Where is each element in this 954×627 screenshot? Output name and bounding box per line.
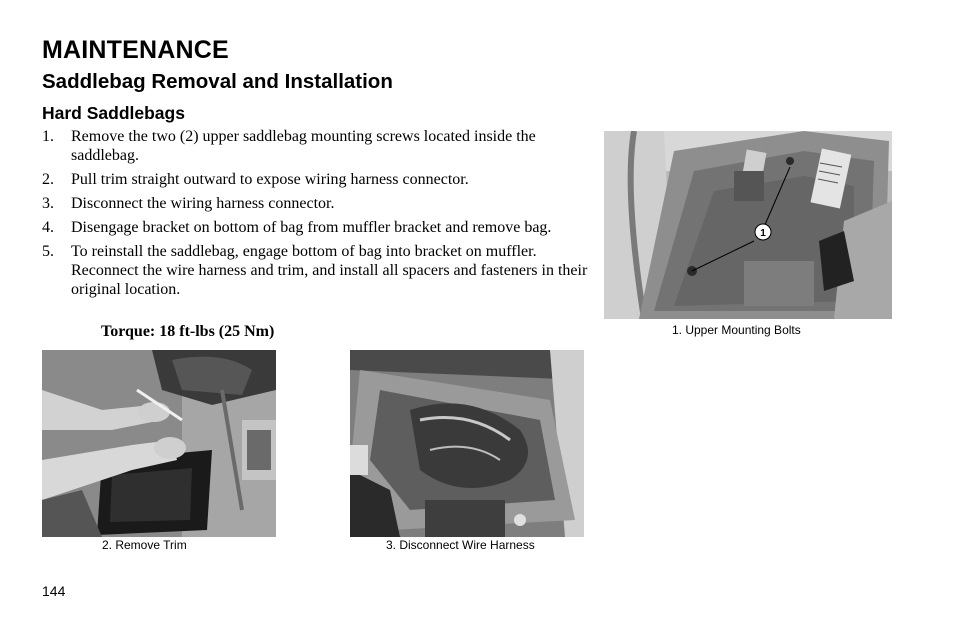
sub-heading: Hard Saddlebags — [42, 103, 185, 123]
wire-harness-photo — [350, 350, 584, 537]
saddlebag-interior-photo — [604, 131, 892, 319]
step-number: 4. — [42, 219, 54, 236]
figure-3-caption: 3. Disconnect Wire Harness — [386, 538, 535, 552]
step-text: To reinstall the saddlebag, engage bottom of bag into bracket on muffler. Reconnect the wire harness and trim, and install all spacers and fasteners in their original location. — [71, 243, 588, 298]
callout-1: 1 — [760, 228, 766, 239]
step-text: Pull trim straight outward to expose wiring harness connector. — [71, 171, 469, 188]
instruction-steps — [42, 127, 590, 304]
step-number: 2. — [42, 171, 54, 188]
step-number: 1. — [42, 128, 54, 145]
figure-1-caption: 1. Upper Mounting Bolts — [672, 323, 801, 337]
step-item — [42, 170, 590, 189]
step-item — [42, 218, 590, 237]
torque-note: Torque: 18 ft-lbs (25 Nm) — [101, 323, 275, 340]
step-item — [42, 194, 590, 213]
step-number: 3. — [42, 195, 54, 212]
step-text: Disconnect the wiring harness connector. — [71, 195, 335, 212]
figure-2-caption: 2. Remove Trim — [102, 538, 187, 552]
step-number: 5. — [42, 243, 54, 260]
step-text: Remove the two (2) upper saddlebag mounting screws located inside the saddlebag. — [71, 128, 536, 164]
section-title: MAINTENANCE — [42, 36, 229, 64]
step-text: Disengage bracket on bottom of bag from muffler bracket and remove bag. — [71, 219, 552, 236]
step-item — [42, 127, 590, 165]
page-heading: Saddlebag Removal and Installation — [42, 70, 393, 93]
remove-trim-photo — [42, 350, 276, 537]
step-item — [42, 242, 590, 299]
page-number: 144 — [42, 583, 66, 599]
